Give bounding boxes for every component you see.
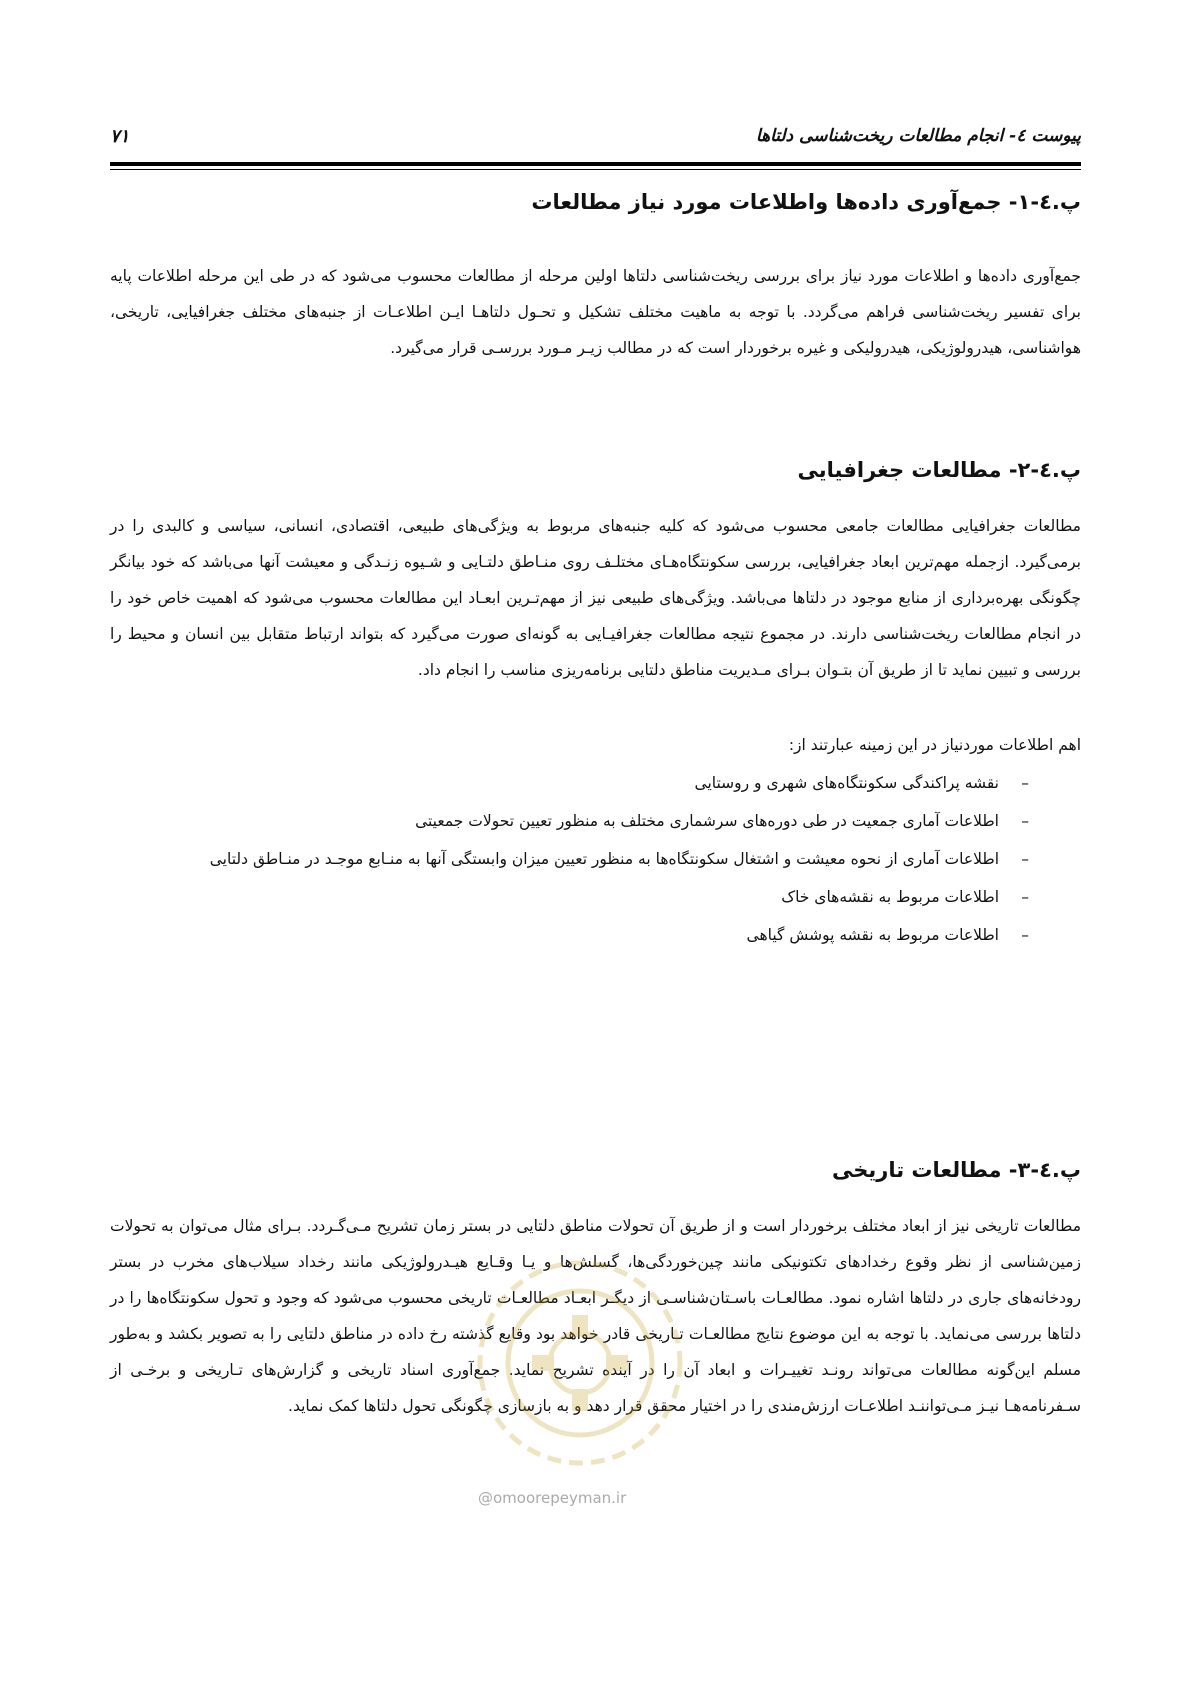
list-dash: – — [1021, 926, 1029, 944]
running-header — [110, 126, 1081, 160]
info-list — [110, 765, 1081, 955]
list-item-text: اطلاعات مربوط به نقشه‌های خاک — [781, 888, 999, 906]
list-dash: – — [1021, 850, 1029, 868]
list-item-text: اطلاعات آماری از نحوه معیشت و اشتغال سکونتگاه‌ها به منظور تعیین میزان وابستگی آنها به منـابع موجـد در منـاطق دلتایی — [209, 850, 999, 868]
section-heading-1: پ.٤-۱- جمع‌آوری داده‌ها واطلاعات مورد نیاز مطالعات — [531, 190, 1081, 214]
list-dash: – — [1021, 888, 1029, 906]
list-item — [110, 917, 1081, 953]
list-item — [110, 841, 1081, 877]
page-number: ۷۱ — [110, 126, 130, 147]
list-item — [110, 803, 1081, 839]
list-item-text: اطلاعات آماری جمعیت در طی دوره‌های سرشماری مختلف به منظور تعیین تحولات جمعیتی — [415, 812, 999, 830]
watermark-seal-icon — [460, 1245, 700, 1475]
list-intro: اهم اطلاعات موردنیاز در این زمینه عبارتند از: — [788, 736, 1081, 754]
running-title: پیوست ٤- انجام مطالعات ریخت‌شناسی دلتاها — [755, 126, 1081, 146]
section-heading-2: پ.٤-۲- مطالعات جغرافیایی — [797, 458, 1081, 482]
list-item — [110, 879, 1081, 915]
header-rule-thin — [110, 169, 1081, 170]
section-1-paragraph: جمع‌آوری داده‌ها و اطلاعات مورد نیاز برای بررسی ریخت‌شناسی دلتاها اولین مرحله از مطالعات محسوب می‌شود که در طی این مرحله اطلاعات پایه برای تفسیر ریخت‌شناسی فراهم می‌گردد. با توجه به ماهیت مختلف تشکیل و تحـول دلتاهـا ایـن اطلاعـات از جنبه‌های مختلف جغرافیایی، تاریخی، هواشناسی، هیدرولوژیکی، هیدرولیکی و غیره برخوردار است که در مطالب زیـر مـورد بررسـی قرار می‌گیرد. — [110, 267, 1081, 357]
section-3-paragraph: مطالعات تاریخی نیز از ابعاد مختلف برخوردار است و از طریق آن تحولات مناطق دلتایی در بستر زمان تشریح مـی‌گـردد. بـرای مثال می‌توان به تحولات زمین‌شناسی از نظر وقوع رخدادهای تکتونیکی مانند چین‌خوردگی‌ها، گسلش‌ها و یـا وقـایع هیـدرولوژیکی مانند رخداد سیلاب‌های مخرب در بستر رودخانه‌های جاری در دلتاها اشاره نمود. مطالعـات باسـتان‌شناسـی از دیگـر ابعـاد مطالعـات تاریخی محسوب می‌شود که وجود و تحول سکونتگاه‌ها را در دلتاها بررسی می‌نماید. با توجه به این موضوع نتایج مطالعـات تـاریخی قادر خواهد بود وقایع گذشته رخ داده در مناطق دلتایی را به تصویر بکشد و به‌طور مسلم این‌گونه مطالعات می‌تواند رونـد تغییـرات و ابعاد آن را در آینده تشریح نماید. جمع‌آوری اسناد تاریخی و گزارش‌های تـاریخی و برخـی از سـفرنامه‌هـا نیـز مـی‌تواننـد اطلاعـات ارزش‌مندی را در اختیار محقق قرار دهد و به بازسازی چگونگی تحول دلتاها کمک نماید. — [110, 1217, 1081, 1415]
list-item-text: نقشه پراکندگی سکونتگاه‌های شهری و روستایی — [694, 774, 999, 792]
section-heading-3: پ.٤-۳- مطالعات تاریخی — [831, 1158, 1081, 1182]
watermark-url: @omoorepeyman.ir — [478, 1489, 627, 1507]
list-dash: – — [1021, 774, 1029, 792]
list-item — [110, 765, 1081, 801]
section-2-paragraph: مطالعات جغرافیایی مطالعات جامعی محسوب می‌شود که کلیه جنبه‌های مربوط به ویژگی‌های طبیعی، اقتصادی، انسانی، سیاسی و کالبدی را در برمی‌گیرد. ازجمله مهم‌ترین ابعاد جغرافیایی، بررسی سکونتگاه‌هـای مختلـف روی منـاطق دلتـایی و شـیوه زنـدگی و معیشت آنها می‌باشد که خود بیانگر چگونگی بهره‌برداری از منابع موجود در دلتاها می‌باشد. ویژگی‌های طبیعی نیز از مهم‌تـرین ابعـاد این مطالعات محسوب می‌شود که اهمیت خاص خود را در انجام مطالعات ریخت‌شناسی دارند. در مجموع نتیجه مطالعات جغرافیـایی به گونه‌ای صورت می‌گیرد که بتواند ارتباط متقابل بین انسان و محیط را بررسی و تبیین نماید تا از طریق آن بتـوان بـرای مـدیریت مناطق دلتایی برنامه‌ریزی مناسب را انجام داد. — [110, 517, 1081, 679]
header-rule-thick — [110, 162, 1081, 166]
list-item-text: اطلاعات مربوط به نقشه پوشش گیاهی — [746, 926, 999, 944]
list-dash: – — [1021, 812, 1029, 830]
